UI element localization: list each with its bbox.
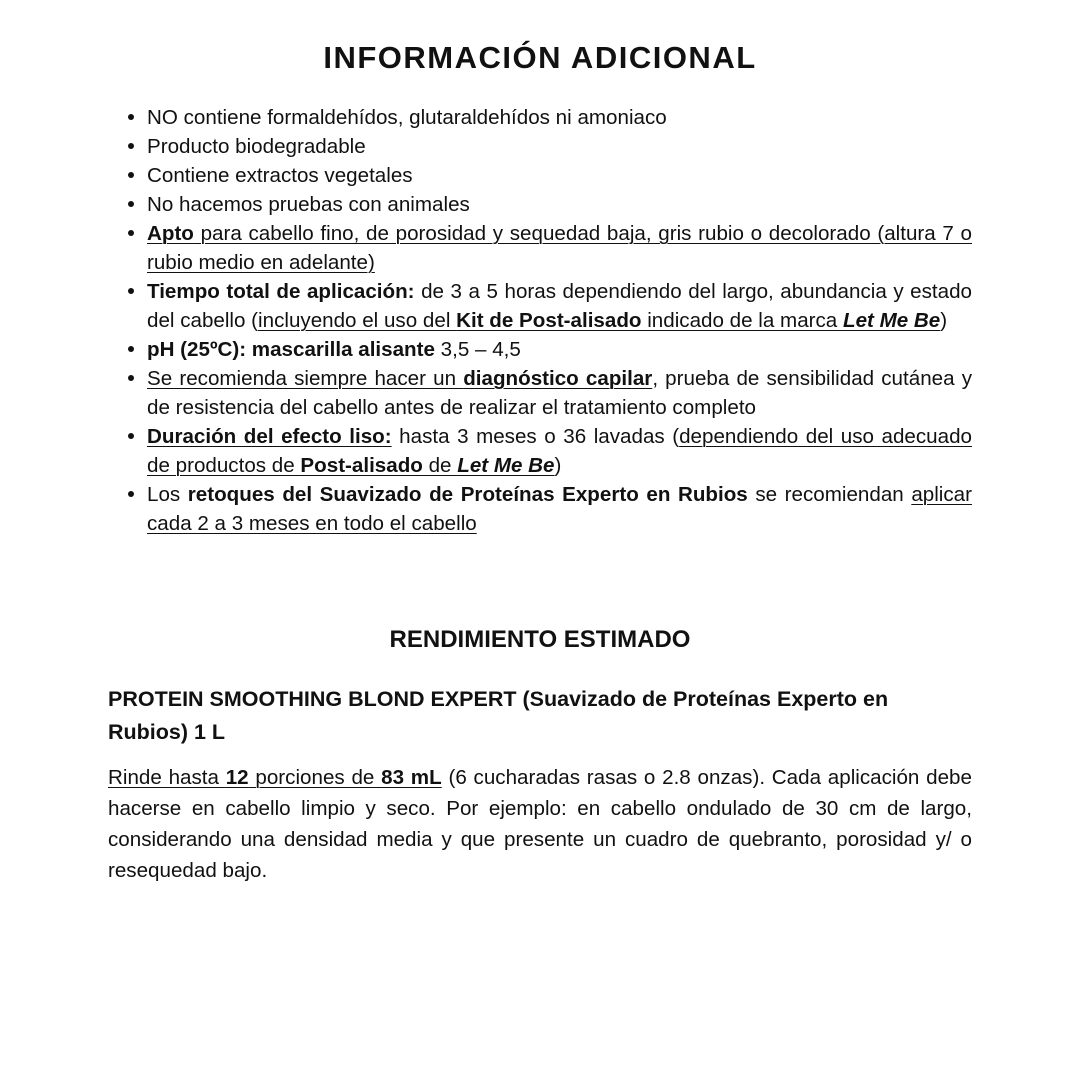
item-bold-label: Duración del efecto liso: bbox=[147, 425, 392, 448]
info-list bbox=[147, 103, 972, 538]
item-text: Contiene extractos vegetales bbox=[147, 164, 413, 187]
item-underlined-text: de bbox=[422, 454, 458, 477]
item-bold-label: pH (25ºC): mascarilla alisante bbox=[147, 338, 435, 361]
list-item bbox=[147, 219, 972, 277]
item-text: de 3 a 5 horas dependiendo del largo, abundancia y estado del cabello ( bbox=[147, 280, 972, 332]
item-bold-label: Tiempo total de aplicación: bbox=[147, 280, 415, 303]
item-text: Los bbox=[147, 483, 188, 506]
list-item bbox=[147, 277, 972, 335]
portion-count: 12 bbox=[225, 766, 249, 789]
item-text: hasta 3 meses o 36 lavadas ( bbox=[391, 425, 680, 448]
list-item bbox=[147, 132, 972, 161]
list-item bbox=[147, 103, 972, 132]
item-text: ) bbox=[940, 309, 948, 332]
brand-name: Let Me Be bbox=[842, 309, 941, 332]
item-bold-label: retoques del Suavizado de Proteínas Experto en Rubios bbox=[187, 483, 748, 506]
item-underlined-text: Se recomienda siempre hacer un bbox=[147, 367, 464, 390]
portion-volume: 83 mL bbox=[381, 766, 442, 789]
item-text: para cabello fino, de porosidad y sequedad baja, gris rubio o decolorado (altura 7 o rubio medio en adelante) bbox=[147, 222, 972, 274]
item-kit-name: Kit de Post-alisado bbox=[456, 309, 642, 332]
item-underlined-text: aplicar cada 2 a 3 meses en todo el cabello bbox=[147, 483, 972, 535]
item-text: Producto biodegradable bbox=[147, 135, 366, 158]
item-text: NO contiene formaldehídos, glutaraldehídos ni amoniaco bbox=[147, 106, 667, 129]
list-item bbox=[147, 480, 972, 538]
item-bold-label: Apto bbox=[147, 222, 194, 245]
yield-text: porciones de bbox=[248, 766, 382, 789]
list-item bbox=[147, 364, 972, 422]
item-text: 3,5 – 4,5 bbox=[434, 338, 521, 361]
item-bold-label: Post-alisado bbox=[300, 454, 423, 477]
item-text: ) bbox=[554, 454, 562, 477]
item-underlined-text: incluyendo el uso del bbox=[258, 309, 457, 332]
item-text: No hacemos pruebas con animales bbox=[147, 193, 470, 216]
item-bold-label: diagnóstico capilar bbox=[463, 367, 653, 390]
product-title: PROTEIN SMOOTHING BLOND EXPERT (Suavizado de Proteínas Experto en Rubios) 1 L bbox=[108, 687, 889, 744]
item-underlined-text: indicado de la marca bbox=[641, 309, 843, 332]
list-item bbox=[147, 422, 972, 480]
list-item bbox=[147, 335, 972, 364]
list-item bbox=[147, 161, 972, 190]
yield-text: (6 cucharadas rasas o 2.8 onzas). Cada aplicación debe hacerse en cabello limpio y seco. Por ejemplo: en cabello ondulado de 30 cm de largo, considerando una densidad media y que presente un cuadro de quebranto, porosidad y/ o resequedad bajo. bbox=[108, 766, 972, 882]
brand-name: Let Me Be bbox=[457, 454, 555, 477]
section-title: RENDIMIENTO ESTIMADO bbox=[389, 626, 691, 653]
list-item bbox=[147, 190, 972, 219]
page-title: INFORMACIÓN ADICIONAL bbox=[323, 40, 757, 75]
yield-paragraph bbox=[108, 762, 972, 886]
item-underlined-text: dependiendo del uso adecuado de productos de bbox=[147, 425, 972, 477]
item-text: , prueba de sensibilidad cutánea y de resistencia del cabello antes de realizar el tratamiento completo bbox=[147, 367, 972, 419]
item-text: se recomiendan bbox=[747, 483, 912, 506]
yield-text: Rinde hasta bbox=[108, 766, 226, 789]
